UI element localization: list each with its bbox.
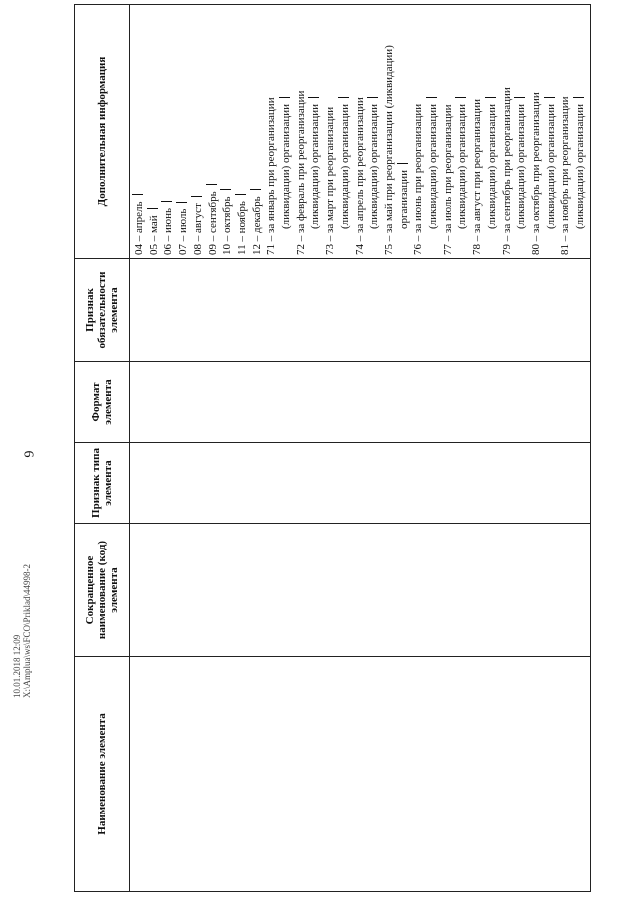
header-element-format: Формат элемента	[75, 362, 130, 443]
field-marker-bar	[485, 97, 496, 98]
info-line-text: (ликвидации) организации	[515, 103, 528, 229]
info-line-text: 80 – за октябрь при реорганизации	[529, 92, 542, 255]
info-line-text: (ликвидации) организации	[280, 103, 293, 229]
elements-table	[74, 4, 591, 892]
info-line	[485, 8, 500, 255]
header-additional-info: Дополнительная информация	[75, 5, 130, 259]
field-marker-bar	[367, 97, 378, 98]
info-line-text: 78 – за август при реорганизации	[471, 99, 484, 255]
info-line	[397, 8, 412, 255]
info-line-text: 79 – за сентябрь при реорганизации	[500, 87, 513, 255]
info-line	[308, 8, 323, 255]
info-line	[235, 8, 250, 255]
info-line-text: 72 – за февраль при реорганизации	[294, 90, 307, 255]
info-line	[132, 8, 147, 255]
info-line-text: 05 – май	[147, 215, 160, 255]
field-marker-bar	[147, 208, 158, 209]
info-line	[147, 8, 162, 255]
info-line-text: (ликвидации) организации	[427, 103, 440, 229]
info-line-text: (ликвидации) организации	[574, 103, 587, 229]
info-line-text: 08 – август	[191, 203, 204, 255]
info-line-text: 74 – за апрель при реорганизации	[353, 97, 366, 255]
info-line-text: 09 – сентябрь	[206, 191, 219, 255]
header-element-required: Признак обязательности элемента	[75, 259, 130, 362]
rotated-table-frame	[74, 47, 586, 892]
info-line-text: 76 – за июнь при реорганизации	[412, 103, 425, 255]
info-line	[441, 8, 456, 255]
field-marker-bar	[220, 189, 231, 190]
info-line-text: 11 – ноябрь	[235, 201, 248, 255]
field-marker-bar	[514, 97, 525, 98]
cell-element-type	[130, 443, 591, 524]
footer-file-path: X:\Amplua\ws\FCO\Priklad\44998-2	[22, 563, 32, 698]
page-number: 6	[20, 450, 36, 458]
info-line	[500, 8, 515, 255]
cell-element-required	[130, 259, 591, 362]
field-marker-bar	[191, 196, 202, 197]
footer-timestamp: 10.01.2018 12:09	[12, 634, 22, 698]
info-line	[382, 8, 397, 255]
cell-element-name	[130, 657, 591, 892]
header-element-type: Признак типа элемента	[75, 443, 130, 524]
info-line	[367, 8, 382, 255]
info-line	[264, 8, 279, 255]
info-line	[544, 8, 559, 255]
info-line	[220, 8, 235, 255]
field-marker-bar	[206, 184, 217, 185]
info-line	[529, 8, 544, 255]
header-element-name: Наименование элемента	[75, 657, 130, 892]
table-container	[74, 47, 586, 892]
info-line	[206, 8, 221, 255]
info-line-text: (ликвидации) организации	[456, 103, 469, 229]
field-marker-bar	[176, 202, 187, 203]
info-line-text: 73 – за март при реорганизации	[324, 106, 337, 255]
info-line	[573, 8, 588, 255]
table-row	[130, 5, 591, 892]
cell-element-format	[130, 362, 591, 443]
info-line	[411, 8, 426, 255]
info-line-text: 71 – за январь при реорганизации	[265, 97, 278, 255]
info-line	[191, 8, 206, 255]
info-line	[455, 8, 470, 255]
info-line	[279, 8, 294, 255]
field-marker-bar	[250, 189, 261, 190]
info-line	[250, 8, 265, 255]
footer-stamp	[12, 488, 32, 698]
info-line-text: организации	[397, 169, 410, 229]
info-line	[558, 8, 573, 255]
info-line-text: (ликвидации) организации	[368, 103, 381, 229]
info-line-text: 04 – апрель	[133, 201, 145, 255]
info-line-text: 12 – декабрь	[250, 196, 263, 255]
field-marker-bar	[397, 163, 408, 164]
info-line-text: 81 – за ноябрь при реорганизации	[559, 96, 572, 255]
info-line-text: (ликвидации) организации	[338, 103, 351, 229]
field-marker-bar	[132, 194, 143, 195]
info-list	[132, 8, 588, 255]
info-line	[176, 8, 191, 255]
table-header-row	[75, 5, 130, 892]
cell-element-code	[130, 524, 591, 657]
info-line	[161, 8, 176, 255]
info-line	[426, 8, 441, 255]
header-element-code: Сокращенное наименование (код) элемента	[75, 524, 130, 657]
field-marker-bar	[455, 97, 466, 98]
info-line	[514, 8, 529, 255]
info-line	[470, 8, 485, 255]
field-marker-bar	[308, 97, 319, 98]
info-line-text: 75 – за май при реорганизации (ликвидации)	[382, 45, 395, 255]
info-line-text: 07 – июль	[177, 208, 190, 255]
info-line-text: (ликвидации) организации	[485, 103, 498, 229]
field-marker-bar	[573, 97, 584, 98]
info-line-text: (ликвидации) организации	[544, 103, 557, 229]
field-marker-bar	[235, 194, 246, 195]
info-line-text: 06 – июнь	[162, 207, 175, 255]
field-marker-bar	[544, 97, 555, 98]
field-marker-bar	[338, 97, 349, 98]
field-marker-bar	[426, 97, 437, 98]
field-marker-bar	[161, 201, 172, 202]
info-line	[338, 8, 353, 255]
info-line-text: 10 – октябрь	[221, 196, 234, 255]
info-line-text: (ликвидации) организации	[309, 103, 322, 229]
info-line-text: 77 – за июль при реорганизации	[441, 104, 454, 255]
field-marker-bar	[279, 97, 290, 98]
info-line	[353, 8, 368, 255]
info-line	[323, 8, 338, 255]
cell-additional-info	[130, 5, 591, 259]
info-line	[294, 8, 309, 255]
